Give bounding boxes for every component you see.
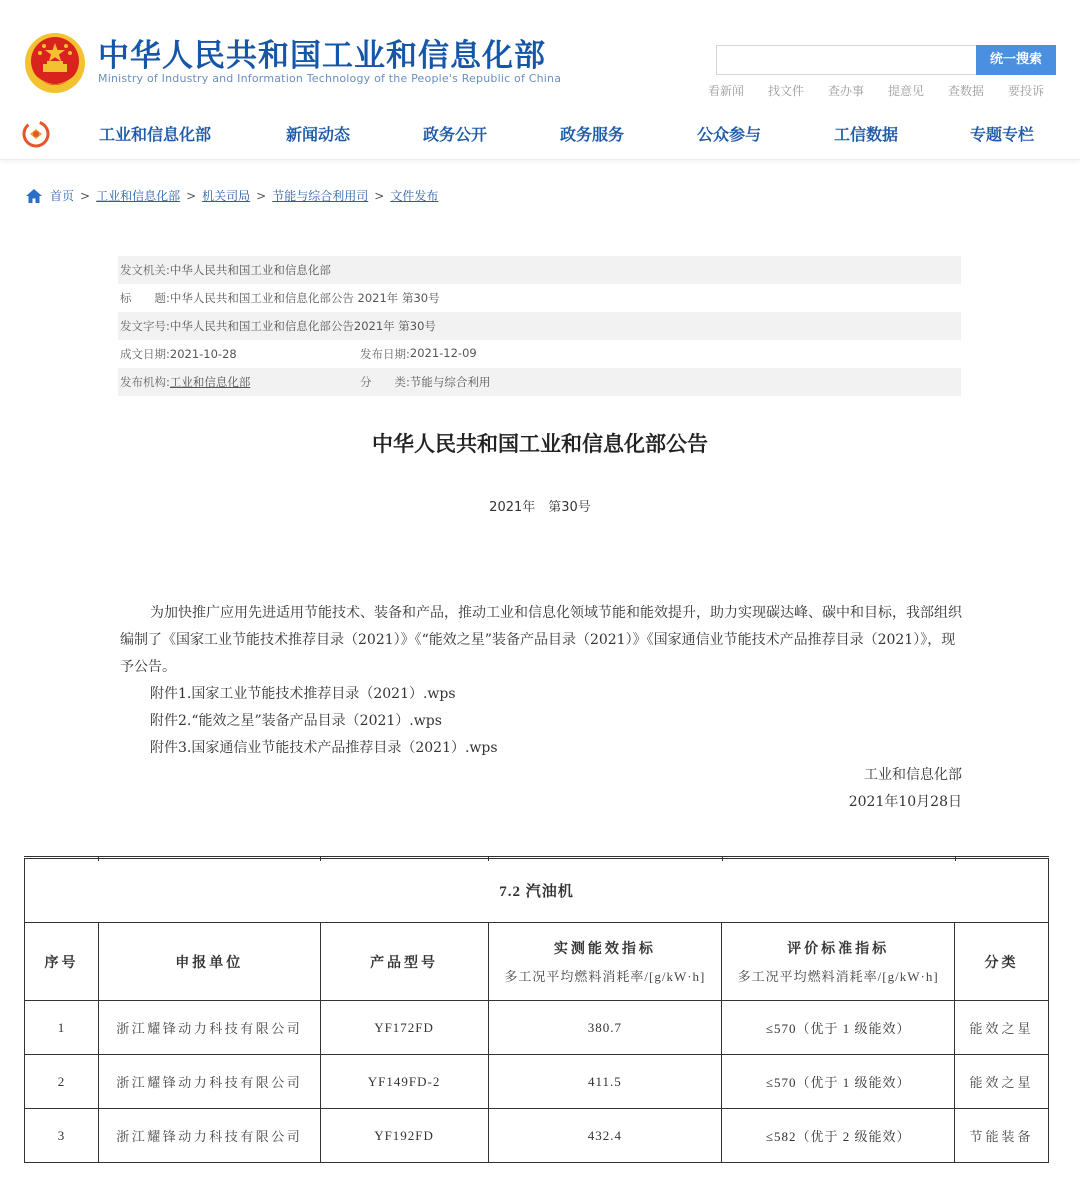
table-row bbox=[25, 1109, 1049, 1163]
cell-unit: 浙江耀锋动力科技有限公司 bbox=[98, 1109, 320, 1163]
meta-docno: 中华人民共和国工业和信息化部公告2021年 第30号 bbox=[169, 319, 436, 333]
meta-title: 中华人民共和国工业和信息化部公告 2021年 第30号 bbox=[169, 291, 440, 305]
nav-item-gov-services[interactable]: 政务服务 bbox=[560, 125, 625, 144]
quick-link-services[interactable]: 查办事 bbox=[828, 84, 865, 98]
meta-org-label: 发布机构: bbox=[120, 375, 170, 389]
quick-link-data[interactable]: 查数据 bbox=[948, 84, 985, 98]
breadcrumb-separator: > bbox=[374, 188, 385, 203]
meta-publish-date-label: 发布日期: bbox=[360, 347, 410, 361]
cell-category: 节能装备 bbox=[955, 1109, 1049, 1163]
breadcrumb-separator: > bbox=[80, 188, 91, 203]
table-header-row bbox=[25, 923, 1049, 1001]
cell-measured: 380.7 bbox=[488, 1001, 722, 1055]
quick-link-files[interactable]: 找文件 bbox=[768, 84, 805, 98]
header-model: 产品型号 bbox=[320, 923, 488, 1001]
meta-row-org bbox=[118, 368, 961, 396]
cell-standard: ≤570（优于 1 级能效） bbox=[722, 1055, 955, 1109]
table-caption: 7.2 汽油机 bbox=[25, 859, 1049, 923]
document-sign-date: 2021年10月28日 bbox=[848, 794, 962, 810]
cell-seq: 1 bbox=[25, 1001, 99, 1055]
document-number: 2021年 第30号 bbox=[489, 500, 591, 515]
main-nav bbox=[0, 108, 1080, 160]
cell-category: 能效之星 bbox=[955, 1055, 1049, 1109]
nav-item-ministry[interactable]: 工业和信息化部 bbox=[99, 125, 212, 144]
header-measured-sub: 多工况平均燃料消耗率/[g/kW·h] bbox=[504, 969, 706, 984]
header-measured bbox=[488, 923, 722, 1001]
document-paragraph: 为加快推广应用先进适用节能技术、装备和产品，推动工业和信息化领域节能和能效提升，助力实现碳达峰、碳中和目标，我部组织编制了《国家工业节能技术推荐目录（2021）》《“能效之星”装备产品目录（2021）》《国家通信业节能技术产品推荐目录（2021）》，现予公告。 bbox=[120, 605, 962, 675]
header-standard bbox=[722, 923, 955, 1001]
breadcrumb-departments[interactable]: 机关司局 bbox=[202, 189, 251, 203]
quick-link-complaint[interactable]: 要投诉 bbox=[1008, 84, 1045, 98]
meta-docno-label: 发文字号: bbox=[120, 319, 170, 333]
table-row bbox=[25, 1001, 1049, 1055]
header-category: 分类 bbox=[955, 923, 1049, 1001]
search-button[interactable]: 统一搜索 bbox=[976, 45, 1056, 75]
quick-link-news[interactable]: 看新闻 bbox=[708, 84, 745, 98]
nav-item-news[interactable]: 新闻动态 bbox=[286, 125, 351, 144]
cell-measured: 432.4 bbox=[488, 1109, 722, 1163]
quick-link-feedback[interactable]: 提意见 bbox=[888, 84, 925, 98]
breadcrumb-separator: > bbox=[256, 188, 267, 203]
cell-standard: ≤570（优于 1 级能效） bbox=[722, 1001, 955, 1055]
cell-unit: 浙江耀锋动力科技有限公司 bbox=[98, 1001, 320, 1055]
meta-row-dates bbox=[118, 340, 961, 368]
breadcrumb bbox=[26, 187, 438, 204]
site-header bbox=[0, 0, 1080, 110]
breadcrumb-energy-dept[interactable]: 节能与综合利用司 bbox=[272, 189, 369, 203]
header-standard-sub: 多工况平均燃料消耗率/[g/kW·h] bbox=[737, 969, 939, 984]
meta-written-date-label: 成文日期: bbox=[120, 347, 170, 361]
meta-issuer-label: 发文机关: bbox=[120, 263, 170, 277]
home-icon[interactable] bbox=[26, 189, 42, 203]
cell-standard: ≤582（优于 2 级能效） bbox=[722, 1109, 955, 1163]
meta-issuer: 中华人民共和国工业和信息化部 bbox=[169, 263, 331, 277]
table-row bbox=[25, 1055, 1049, 1109]
meta-category-label: 分 类: bbox=[360, 375, 410, 389]
ministry-logo-icon[interactable] bbox=[22, 120, 50, 148]
nav-item-public-participation[interactable]: 公众参与 bbox=[697, 125, 762, 144]
national-emblem-icon[interactable] bbox=[24, 32, 86, 94]
site-subtitle: Ministry of Industry and Information Technology of the People's Republic of China bbox=[98, 72, 562, 85]
cell-seq: 3 bbox=[25, 1109, 99, 1163]
breadcrumb-home[interactable]: 首页 bbox=[50, 189, 75, 203]
search-input[interactable] bbox=[716, 45, 978, 75]
nav-item-data[interactable]: 工信数据 bbox=[834, 125, 899, 144]
attachment-link-2[interactable]: 附件2.“能效之星”装备产品目录（2021）.wps bbox=[150, 713, 442, 729]
document-signer: 工业和信息化部 bbox=[864, 767, 962, 783]
meta-title-label: 标 题: bbox=[120, 291, 170, 305]
attachment-link-1[interactable]: 附件1.国家工业节能技术推荐目录（2021）.wps bbox=[150, 686, 456, 702]
cell-seq: 2 bbox=[25, 1055, 99, 1109]
site-title[interactable]: 中华人民共和国工业和信息化部 bbox=[98, 38, 546, 74]
meta-publish-date-cell bbox=[360, 346, 477, 362]
cell-model: YF149FD-2 bbox=[320, 1055, 488, 1109]
cell-model: YF192FD bbox=[320, 1109, 488, 1163]
breadcrumb-ministry[interactable]: 工业和信息化部 bbox=[96, 189, 181, 203]
meta-written-date: 2021-10-28 bbox=[169, 347, 237, 361]
attachment-link-3[interactable]: 附件3.国家通信业节能技术产品推荐目录（2021）.wps bbox=[150, 740, 498, 756]
header-standard-title: 评价标准指标 bbox=[787, 942, 890, 957]
cell-model: YF172FD bbox=[320, 1001, 488, 1055]
meta-publish-date: 2021-12-09 bbox=[409, 346, 477, 360]
quick-links bbox=[708, 82, 1068, 99]
document-body bbox=[120, 600, 962, 762]
document-metadata bbox=[118, 256, 961, 396]
nav-item-gov-affairs[interactable]: 政务公开 bbox=[423, 125, 488, 144]
meta-org-link[interactable]: 工业和信息化部 bbox=[169, 375, 251, 389]
nav-item-topics[interactable]: 专题专栏 bbox=[970, 125, 1035, 144]
header-measured-title: 实测能效指标 bbox=[553, 942, 656, 957]
header-seq: 序号 bbox=[25, 923, 99, 1001]
breadcrumb-separator: > bbox=[186, 188, 197, 203]
cell-measured: 411.5 bbox=[488, 1055, 722, 1109]
meta-row-docno bbox=[118, 312, 961, 340]
document-title: 中华人民共和国工业和信息化部公告 bbox=[372, 432, 708, 456]
meta-row-title bbox=[118, 284, 961, 312]
cell-unit: 浙江耀锋动力科技有限公司 bbox=[98, 1055, 320, 1109]
breadcrumb-documents[interactable]: 文件发布 bbox=[390, 189, 439, 203]
meta-category: 节能与综合利用 bbox=[409, 375, 491, 389]
meta-row-issuer bbox=[118, 256, 961, 284]
meta-category-cell bbox=[360, 374, 490, 390]
cell-category: 能效之星 bbox=[955, 1001, 1049, 1055]
gasoline-engine-table bbox=[24, 858, 1049, 1163]
header-unit: 申报单位 bbox=[98, 923, 320, 1001]
